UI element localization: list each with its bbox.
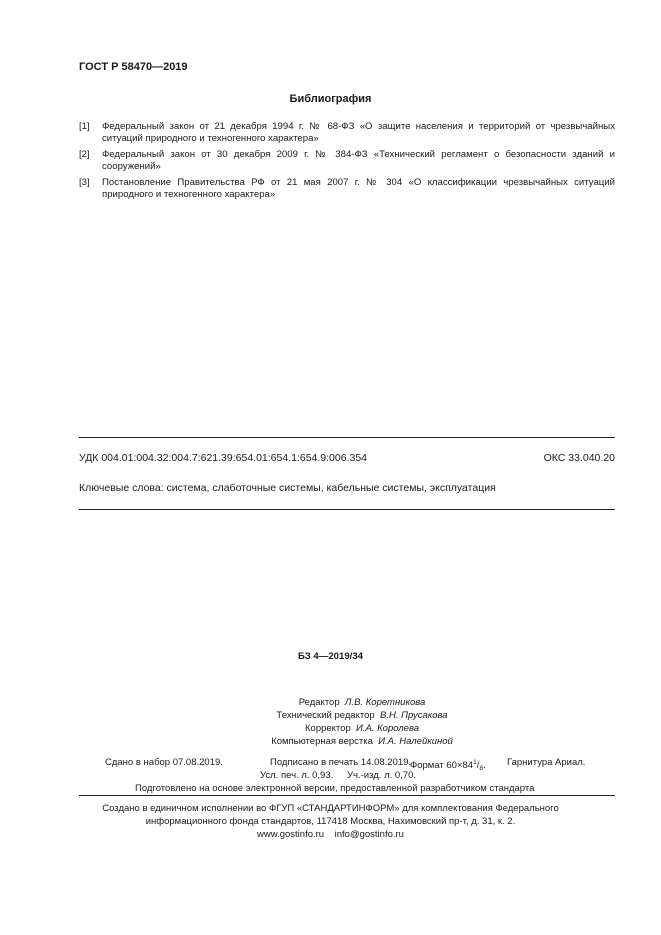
bibliography-item xyxy=(79,121,615,145)
staff-name: В.Н. Прусакова xyxy=(380,710,448,721)
staff-role: Компьютерная верстка xyxy=(271,736,373,747)
print-info xyxy=(0,756,661,795)
prepared-note: Подготовлено на основе электронной версии, предоставленной разработчиком стандарта xyxy=(135,783,535,794)
staff-name: И.А. Налейкиной xyxy=(378,736,453,747)
format-slash: / xyxy=(476,760,480,771)
print-sheets: Усл. печ. л. 0,93. xyxy=(260,770,334,781)
footer-line-2: информационного фонда стандартов, 117418 Москва, Нахимовский пр-т, д. 31, к. 2. xyxy=(145,816,516,827)
bibliography-item xyxy=(79,149,615,173)
staff-name: И.А. Королева xyxy=(356,723,419,734)
staff-name: Л.В. Коретникова xyxy=(344,697,426,708)
bibliography-item-text: Федеральный закон от 30 декабря 2009 г. № 384-ФЗ «Технический регламент о безопасности зданий и сооружений» xyxy=(102,149,615,172)
bibliography-item-number: [1] xyxy=(79,121,90,132)
oks-code: ОКС 33.040.20 xyxy=(543,452,615,464)
bibliography-item-text: Постановление Правительства РФ от 21 мая 2007 г. № 304 «О классификации чрезвычайных ситуаций природного и техногенного характера» xyxy=(102,177,615,200)
pub-sheets: Уч.-изд. л. 0,70. xyxy=(347,770,417,781)
format-sub: 8 xyxy=(479,765,483,772)
footer-contacts xyxy=(0,828,661,841)
staff-corrector xyxy=(0,722,661,735)
document-id: ГОСТ Р 58470—2019 xyxy=(79,61,188,73)
staff-tech-editor xyxy=(0,709,661,722)
format-suffix: . xyxy=(482,760,486,771)
staff-role: Технический редактор xyxy=(276,710,375,721)
bibliography-item xyxy=(79,177,615,201)
staff-role: Редактор xyxy=(298,697,340,708)
sent-to-set: Сдано в набор 07.08.2019. xyxy=(105,757,223,768)
bz-number: БЗ 4—2019/34 xyxy=(297,651,364,662)
website-link[interactable]: www.gostinfo.ru xyxy=(257,829,325,840)
staff-credits xyxy=(0,696,661,748)
footer-line-1: Создано в единичном исполнении во ФГУП «СТАНДАРТИНФОРМ» для комплектования Федерального xyxy=(102,803,559,814)
divider-footer xyxy=(79,795,615,796)
email-link[interactable]: info@gostinfo.ru xyxy=(334,829,404,840)
udk-code: УДК 004.01:004.32:004.7:621.39:654.01:654.1:654.9:006.354 xyxy=(79,452,368,464)
bibliography-title: Библиография xyxy=(289,93,372,105)
keywords: Ключевые слова: система, слаботочные системы, кабельные системы, эксплуатация xyxy=(79,482,496,494)
format-sup: 1 xyxy=(473,759,477,766)
staff-role: Корректор xyxy=(305,723,351,734)
bibliography-item-number: [3] xyxy=(79,177,90,188)
signed-print: Подписано в печать 14.08.2019. xyxy=(270,757,412,768)
staff-layout xyxy=(0,735,661,748)
bibliography-list xyxy=(79,121,615,205)
bibliography-item-text: Федеральный закон от 21 декабря 1994 г. № 68-ФЗ «О защите населения и территорий от чрезвычайных ситуаций природного и техногенного характера» xyxy=(102,121,615,144)
print-info-row-2 xyxy=(0,769,661,782)
publisher-footer xyxy=(0,802,661,841)
typeface: Гарнитура Ариал. xyxy=(507,757,586,768)
bibliography-item-number: [2] xyxy=(79,149,90,160)
format-prefix: Формат 60×84 xyxy=(410,760,474,771)
staff-editor xyxy=(0,696,661,709)
print-info-row-1 xyxy=(0,756,661,772)
divider-bottom xyxy=(79,509,615,510)
divider-top xyxy=(79,437,615,438)
print-info-row-3 xyxy=(0,782,661,795)
